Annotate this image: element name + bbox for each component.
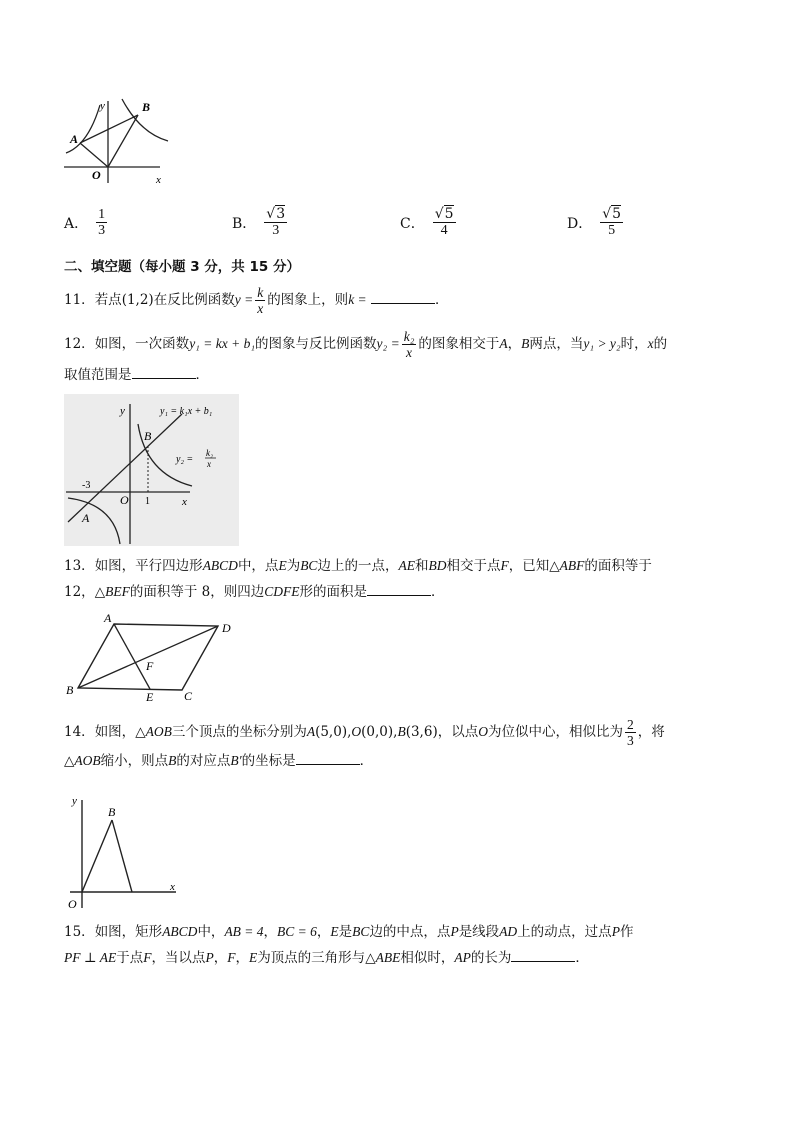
option-a-value: $\frac{1}{3}$	[98, 207, 106, 238]
figure-q12	[64, 394, 239, 546]
segment-BA	[112, 820, 132, 892]
option-c[interactable]	[400, 207, 458, 238]
question-14-line-1: 14．如图，△AOB三个顶点的坐标分别为A(5,0),O(0,0),B(3,6)，以点O为位似中心，相似比为 $\frac{2}{3}$ ，将	[64, 717, 665, 748]
label-B: B	[144, 429, 152, 443]
tick-neg3: -3	[82, 480, 91, 491]
label-eq1: y₁ = k₁x + b₁	[160, 406, 213, 417]
label-y: y	[120, 405, 125, 417]
label-eq2-lhs: y₂ =	[176, 454, 194, 465]
fraction-k-over-x: $\frac{k}{x}$	[257, 285, 264, 316]
label-y: y	[100, 100, 105, 112]
answer-blank-11[interactable]	[371, 291, 435, 304]
figure-q14	[64, 790, 182, 914]
figure-q10	[60, 95, 190, 187]
label-B: B	[66, 683, 74, 697]
segment-AO	[80, 143, 108, 167]
label-x: x	[182, 496, 187, 508]
section-2-heading: 二、填空题（每小题 3 分，共 15 分）	[64, 259, 300, 275]
label-B: B	[108, 805, 116, 819]
label-y: y	[72, 795, 77, 807]
figure-q13	[62, 610, 240, 702]
label-D: D	[222, 621, 231, 635]
question-15-line-2: PF ⊥ AE于点F，当以点P，F，E为顶点的三角形与△ABE相似时，AP的长为 ．	[64, 950, 589, 966]
option-c-value: $\frac{√5}{4}$	[434, 206, 454, 238]
question-12-line-2: 取值范围是 ．	[64, 367, 209, 383]
label-x: x	[170, 881, 175, 893]
label-A: A	[104, 611, 112, 625]
question-13-line-1: 13．如图，平行四边形ABCD中，点E为BC边上的一点，AE和BD相交于点F，已知△ABF的面积等于	[64, 558, 652, 574]
option-d[interactable]	[567, 207, 625, 238]
label-x: x	[156, 174, 161, 186]
question-13-line-2: 12，△BEF的面积等于 8，则四边CDFE形的面积是 ．	[64, 584, 445, 600]
question-15-line-1: 15．如图，矩形ABCD中，AB = 4，BC = 6，E是BC边的中点，点P是线段AD上的动点，过点P作	[64, 924, 634, 940]
option-c-letter: C．	[400, 215, 425, 232]
segment-AE	[114, 624, 150, 689]
segment-OB	[82, 820, 112, 892]
label-A: A	[82, 511, 90, 525]
answer-blank-14[interactable]	[296, 752, 360, 765]
label-eq2-num: k₂	[206, 448, 214, 458]
option-b-letter: B．	[232, 215, 257, 232]
label-A: A	[70, 132, 79, 146]
figure-background	[64, 394, 239, 546]
answer-blank-12[interactable]	[132, 366, 196, 379]
question-11: 11．若点(1,2)在反比例函数y = $\frac{k}{x}$ 的图象上，则k = ．	[64, 285, 449, 316]
label-O: O	[68, 897, 77, 911]
option-b[interactable]	[232, 207, 289, 238]
label-B: B	[142, 100, 151, 114]
label-eq2-den: x	[207, 459, 211, 469]
label-E: E	[146, 690, 154, 702]
answer-blank-15[interactable]	[511, 949, 575, 962]
option-a-letter: A．	[64, 215, 89, 232]
fraction-k2-over-x: $\frac{\text{k₂}}{x}$	[403, 329, 415, 360]
label-F: F	[146, 659, 154, 673]
label-O: O	[120, 493, 129, 507]
label-C: C	[184, 689, 193, 702]
answer-blank-13[interactable]	[367, 583, 431, 596]
option-d-letter: D．	[567, 215, 593, 232]
option-a[interactable]	[64, 207, 109, 238]
fraction-2-over-3: $\frac{2}{3}$	[626, 717, 634, 748]
label-O: O	[92, 168, 101, 182]
diagonal-BD	[78, 626, 218, 688]
question-12-line-1: 12．如图，一次函数y₁ = kx + b₁的图象与反比例函数y₂ = $\frac{\text{k₂}}{x}$ 的图象相交于A，B两点，当y₁ > y₂时，x的	[64, 329, 668, 360]
option-d-value: $\frac{√5}{5}$	[602, 206, 622, 238]
option-b-value: $\frac{√3}{3}$	[266, 206, 286, 238]
question-14-line-2: △AOB缩小，则点B的对应点B′的坐标是 ．	[64, 753, 374, 769]
tick-1: 1	[145, 496, 150, 507]
